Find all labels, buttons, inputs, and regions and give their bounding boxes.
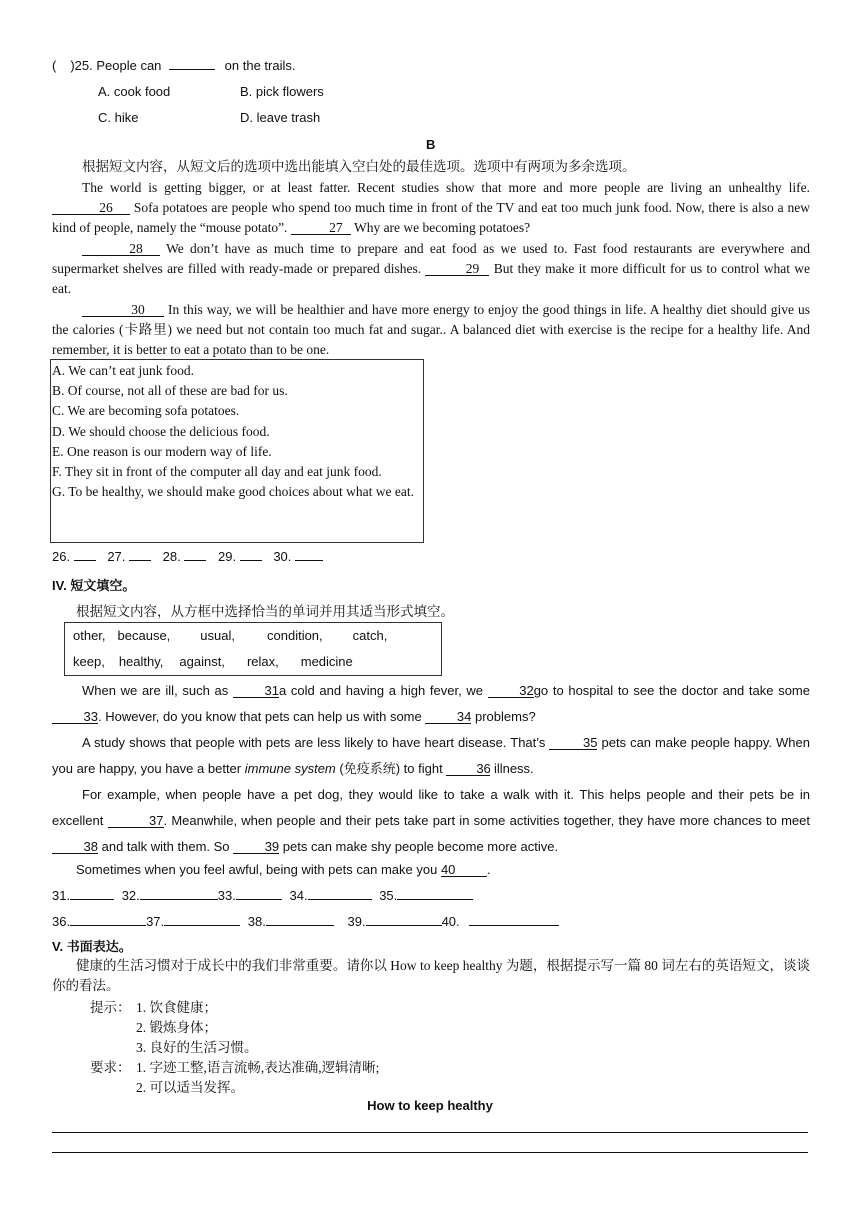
answer-blank-28[interactable] — [184, 560, 206, 561]
blank-26[interactable]: 26 — [52, 201, 130, 215]
option-e: E. One reason is our modern way of life. — [52, 443, 272, 459]
section-v-heading: V. 书面表达。 — [52, 939, 132, 954]
section-iv-instruction: 根据短文内容，从方框中选择恰当的单词并用其适当形式填空。 — [76, 604, 454, 619]
q25-blank[interactable] — [169, 69, 215, 70]
blank-34[interactable]: 34 — [425, 710, 471, 724]
blank-38[interactable]: 38 — [52, 840, 98, 854]
requirement-2: 2. 可以适当发挥。 — [136, 1080, 244, 1095]
answer-blank-32[interactable] — [140, 899, 218, 900]
section-iv-p3: For example, when people have a pet dog, they would like to take a walk with it. This helps people and their pets be in excellent 37. Meanwhile, when people and their pets take part in some activities together, they have more chances to meet 38 and talk with them. So 39 pets can make shy people become more active. — [52, 787, 810, 854]
answer-blank-38[interactable] — [266, 925, 334, 926]
blank-33[interactable]: 33 — [52, 710, 98, 724]
section-iv-p4: Sometimes when you feel awful, being with pets can make you 40 . — [76, 862, 491, 877]
hint-2: 2. 锻炼身体； — [136, 1020, 217, 1035]
blank-39[interactable]: 39 — [233, 840, 279, 854]
section-iv-heading: IV. 短文填空。 — [52, 578, 136, 593]
q25-option-a[interactable]: A. cook food — [98, 84, 171, 99]
hint-1: 1. 饮食健康； — [136, 1000, 217, 1015]
answer-blank-40[interactable] — [469, 925, 559, 926]
word-box-row2: keep, healthy, against, relax, medicine — [73, 654, 353, 669]
answer-blank-30[interactable] — [295, 560, 323, 561]
answer-blank-34[interactable] — [308, 899, 372, 900]
section-b-instruction: 根据短文内容，从短文后的选项中选出能填入空白处的最佳选项。选项中有两项为多余选项。 — [82, 159, 636, 174]
option-d: D. We should choose the delicious food. — [52, 423, 270, 439]
section-b-answer-row: 26. 27. 28. 29. 30. — [52, 549, 323, 564]
q25-tail: on the trails. — [224, 58, 296, 73]
blank-30[interactable]: 30 — [82, 303, 164, 317]
essay-title: How to keep healthy — [367, 1098, 493, 1113]
option-a: A. We can’t eat junk food. — [52, 363, 195, 378]
writing-line-1[interactable] — [52, 1132, 808, 1133]
section-b-passage-p2: 28 We don’t have as much time to prepare and eat food as we used to. Fast food restaurants are everywhere and supermarket shelves are filled with ready-made or prepared dishes. 29 But they make it more difficult for us to control what we eat. — [52, 241, 811, 297]
answer-blank-36[interactable] — [70, 925, 146, 926]
answer-blank-35[interactable] — [397, 899, 473, 900]
hint-3: 3. 良好的生活习惯。 — [136, 1040, 258, 1055]
section-v-instruction: 健康的生活习惯对于成长中的我们非常重要。请你以 How to keep healthy 为题，根据提示写一篇 80 词左右的英语短文，谈谈你的看法。 — [52, 958, 810, 994]
section-iv-p2: A study shows that people with pets are less likely to have heart disease. That’s 35 pets can make people happy. When you are happy, you have a better immune system (免疫系统) to fight 36 illness. — [52, 735, 810, 776]
answer-blank-37[interactable] — [164, 925, 240, 926]
blank-31[interactable]: 31 — [233, 684, 279, 698]
requirement-1: 1. 字迹工整,语言流畅,表达准确,逻辑清晰; — [136, 1060, 380, 1075]
hint-label: 提示： — [90, 1000, 131, 1015]
q25-option-b[interactable]: B. pick flowers — [240, 84, 324, 99]
answer-blank-29[interactable] — [240, 560, 262, 561]
blank-35[interactable]: 35 — [549, 736, 597, 750]
answer-blank-31[interactable] — [70, 899, 114, 900]
answer-blank-27[interactable] — [129, 560, 151, 561]
requirement-label: 要求： — [90, 1060, 131, 1075]
blank-37[interactable]: 37 — [108, 814, 164, 828]
options-list — [52, 361, 416, 502]
blank-40[interactable]: 40 — [441, 863, 487, 877]
answer-blank-33[interactable] — [236, 899, 282, 900]
blank-36[interactable]: 36 — [446, 762, 490, 776]
option-b: B. Of course, not all of these are bad for us. — [52, 383, 288, 399]
option-g: G. To be healthy, we should make good choices about what we eat. — [52, 484, 414, 500]
writing-line-2[interactable] — [52, 1152, 808, 1153]
section-b-passage-p3: 30 In this way, we will be healthier and have more energy to enjoy the good things in life. A healthy diet should give us the calories (卡路里) we need but not contain too much fat and sugar.. A balanced diet with exercise is the recipe for a healthy life. And remember, it is better to eat a potato than to be one. — [52, 302, 810, 358]
q25-line — [52, 58, 296, 73]
section-iv-answers-row2: 36. 37. 38. 39. 40. — [52, 914, 559, 929]
q25-paren: ( — [52, 58, 57, 73]
option-f: F. They sit in front of the computer all day and eat junk food. — [52, 464, 382, 480]
section-iv-answers-row1: 31. 32. 33. 34. 35. — [52, 888, 473, 903]
section-b-title: B — [426, 137, 436, 152]
section-b-passage-p1: The world is getting bigger, or at least fatter. Recent studies show that more and more people are living an unhealthy life. 26 Sofa potatoes are people who spend too much time in front of the TV and eat too much junk food. Now, there is also a new kind of people, namely the “mouse potato”. 27 Why are we becoming potatoes? — [52, 180, 810, 236]
blank-32[interactable]: 32 — [488, 684, 534, 698]
q25-stem: )25. People can — [70, 58, 162, 73]
option-c: C. We are becoming sofa potatoes. — [52, 403, 240, 419]
word-box-row1: other, because, usual, condition, catch, — [73, 628, 388, 643]
blank-29[interactable]: 29 — [425, 262, 489, 276]
blank-27[interactable]: 27 — [291, 221, 351, 235]
q25-option-c[interactable]: C. hike — [98, 110, 139, 125]
q25-option-d[interactable]: D. leave trash — [240, 110, 321, 125]
section-iv-p1: When we are ill, such as 31a cold and having a high fever, we 32go to hospital to see the doctor and take some 33. However, do you know that pets can help us with some 34 problems? — [52, 678, 810, 730]
answer-blank-26[interactable] — [74, 560, 96, 561]
blank-28[interactable]: 28 — [82, 242, 160, 256]
answer-blank-39[interactable] — [366, 925, 442, 926]
